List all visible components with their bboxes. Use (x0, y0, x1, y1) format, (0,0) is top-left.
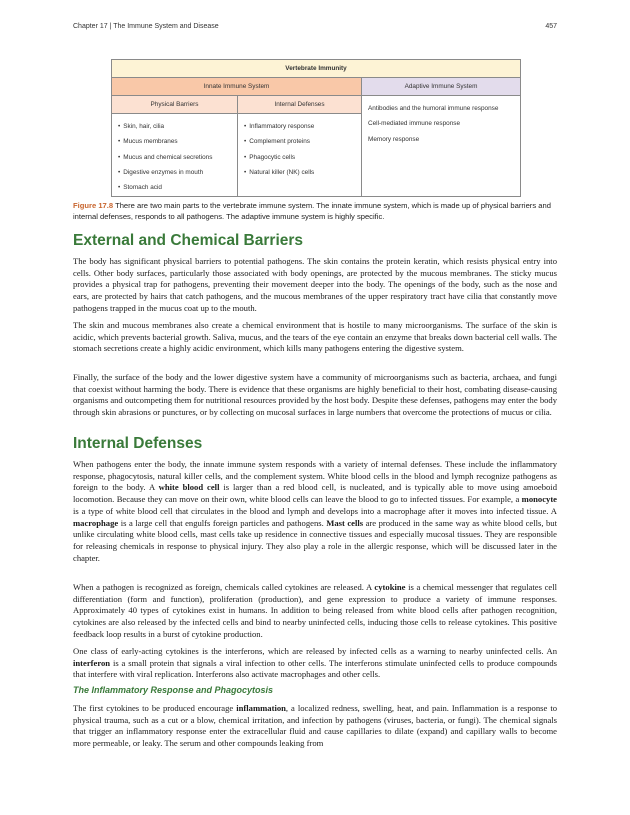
text: , a localized redness, swelling, heat, and pain. Inflammation is a response to physical trauma, such as a cut or a blow, chemical irritation, and infection by pathogens (viruses, bacteria, or fungi). The chemical signals that trigger an inflammatory response enter the extracellular fluid and cause capillaries to dilate (expand) and capillary walls to become more permeable, or leaky. The serum and other compounds leaking from (73, 703, 557, 749)
text: is larger than a red blood cell, is nucleated, and is typically able to move using amoeboid locomotion. Because they can move on their own, white blood cells can leave the blood to go to infected tissues. For example, a (73, 482, 557, 505)
paragraph: Finally, the surface of the body and the lower digestive system have a community of microorganisms such as bacteria, archaea, and fungi that coexist without harming the body. There is evidence that these organisms are highly beneficial to their host, combating disease-causing organisms and outcompeting them for nutritional resources provided by the host body. Despite these defenses, pathogens may enter the body through skin abrasions or punctures, or by collecting on mucosal surfaces in large numbers that overcome the protections of mucus or cilia. (73, 372, 558, 418)
text: is a small protein that signals a viral infection to other cells. The interferons stimulate uninfected cells to produce compounds that interfere with viral replication. Interferons also activate macrophages and other cells. (73, 657, 557, 680)
text: is a type of white blood cell that circulates in the blood and lymph and develops into a macrophage after it moves into infected tissue. A (73, 505, 557, 516)
section-heading-internal: Internal Defenses (73, 435, 203, 452)
figure-label: Figure 17.8 (73, 201, 114, 210)
caption-text: There are two main parts to the vertebrate immune system. The innate immune system, which is made up of physical barriers and internal defenses, responds to all pathogens. The adaptive immune system is highly specific. (73, 201, 551, 221)
list-item: • Inflammatory response (244, 119, 361, 134)
adaptive-cell (362, 96, 521, 197)
term-cytokine: cytokine (374, 582, 406, 592)
physical-barriers-header: Physical Barriers (112, 96, 238, 114)
internal-defenses-cell (238, 114, 362, 197)
adaptive-system-header: Adaptive Immune System (362, 78, 521, 96)
term-macrophage: macrophage (73, 517, 119, 528)
list-item: • Phagocytic cells (244, 150, 361, 165)
paragraph (73, 582, 557, 641)
text: When a pathogen is recognized as foreign, chemicals called cytokines are released. A (73, 582, 375, 592)
list-item: Antibodies and the humoral immune response (368, 105, 499, 112)
text: is a chemical messenger that regulates cell differentiation (form and function), proliferation (production), and gene expression to produce a variety of immune responses. Approximately 40 types of cytokines exist in humans. In addition to being released from white blood cells after pathogen recognition, cytokines are also released by the infected cells and bind to nearby uninfected cells, inducing those cells to release cytokines. This positive feedback loop results in a burst of cytokine production. (73, 582, 557, 639)
list-item: • Stomach acid (118, 180, 237, 195)
list-item: • Mucus and chemical secretions (118, 150, 237, 165)
figure-caption (73, 200, 557, 222)
list-item: • Mucus membranes (118, 134, 237, 149)
paragraph: The skin and mucous membranes also create a chemical environment that is hostile to many microorganisms. The surface of the skin is acidic, which prevents bacterial growth. Saliva, mucus, and the tears of the eye contain an enzyme that breaks down bacterial cell walls. The stomach secretions create a highly acidic environment, which kills many pathogens entering the digestive system. (73, 320, 557, 354)
chapter-title: Chapter 17 | The Immune System and Disease (73, 23, 219, 30)
internal-defenses-header: Internal Defenses (238, 96, 362, 114)
page-number: 457 (545, 23, 557, 30)
text: The first cytokines to be produced encourage (73, 703, 237, 713)
list-item: • Skin, hair, cilia (118, 119, 237, 134)
list-item: Memory response (368, 135, 420, 143)
subsection-heading-inflammatory: The Inflammatory Response and Phagocytosis (73, 685, 274, 695)
term-mast-cells: Mast cells (326, 517, 364, 528)
text: are produced in the same way as white blood cells, but unlike circulating white blood cells, mast cells take up residence in connective tissues and especially mucosal tissues. They are responsible for releasing chemicals in response to physical injury. They also play a role in the allergic response, which will be discussed later in the chapter. (73, 517, 557, 563)
vertebrate-immunity-table (111, 59, 521, 197)
term-monocyte: monocyte (521, 494, 557, 505)
list-item: • Digestive enzymes in mouth (118, 165, 237, 180)
section-heading-external: External and Chemical Barriers (73, 232, 304, 249)
paragraph (73, 459, 557, 564)
text: One class of early-acting cytokines is the interferons, which are released by infected cells as a warning to nearby uninfected cells. An (73, 646, 557, 656)
table-title: Vertebrate Immunity (112, 60, 521, 78)
term-interferon: interferon (73, 657, 111, 668)
list-item: Cell-mediated immune response (368, 120, 460, 128)
paragraph (73, 703, 557, 750)
innate-system-header: Innate Immune System (112, 78, 362, 96)
term-inflammation: inflammation (236, 703, 286, 713)
paragraph: The body has significant physical barriers to potential pathogens. The skin contains the protein keratin, which resists physical entry into cells. Other body surfaces, particularly those associated with body openings, are protected by the mucous membranes. The sticky mucus provides a physical trap for pathogens, preventing their movement deeper into the body. The openings of the body, such as the nose and ears, are protected by hairs that catch pathogens, and the mucous membranes of the upper respiratory tract have cilia that constantly move pathogens trapped in the mucus coat up to the mouth. (73, 256, 557, 313)
term-white-blood-cell: white blood cell (158, 482, 220, 493)
list-item: • Complement proteins (244, 134, 361, 149)
text: is a large cell that engulfs foreign particles and pathogens. (118, 517, 327, 528)
list-item: • Natural killer (NK) cells (244, 165, 361, 180)
paragraph (73, 646, 557, 681)
text: When pathogens enter the body, the innate immune system responds with a variety of internal defenses. These include the inflammatory response, phagocytosis, natural killer cells, and the complement system. White blood cells in the blood and lymph recognize pathogens as foreign to the body. A (73, 459, 557, 493)
physical-barriers-cell (112, 114, 238, 197)
page-header (73, 23, 557, 35)
